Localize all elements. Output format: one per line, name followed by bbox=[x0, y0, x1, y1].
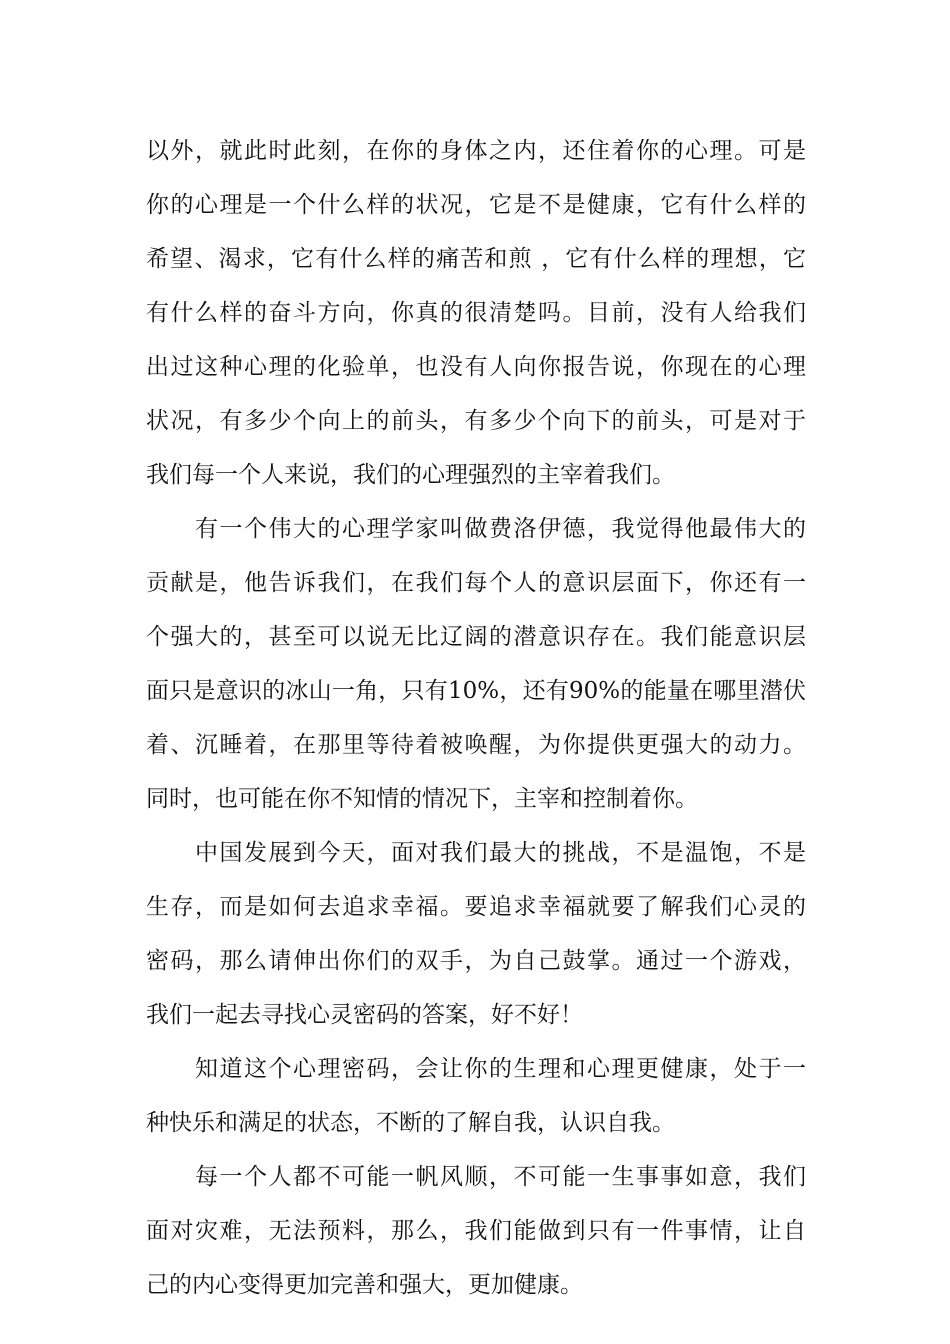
paragraph-5 bbox=[146, 1150, 806, 1312]
paragraph-2 bbox=[146, 502, 806, 826]
text-line: 每一个人都不可能一帆风顺，不可能一生事事如意，我们 bbox=[146, 1164, 806, 1190]
text-line: 有一个伟大的心理学家叫做费洛伊德，我觉得他最伟大的 bbox=[146, 516, 806, 542]
paragraph-1 bbox=[146, 124, 806, 502]
text-line: 面只是意识的冰山一角，只有10%，还有90%的能量在哪里潜伏 bbox=[146, 678, 806, 704]
paragraph-3 bbox=[146, 826, 806, 1042]
text-line: 生存，而是如何去追求幸福。要追求幸福就要了解我们心灵的 bbox=[146, 894, 806, 920]
text-line: 你的心理是一个什么样的状况，它是不是健康，它有什么样的 bbox=[146, 192, 806, 218]
text-line: 知道这个心理密码，会让你的生理和心理更健康，处于一 bbox=[146, 1056, 806, 1082]
text-line: 以外，就此时此刻，在你的身体之内，还住着你的心理。可是 bbox=[146, 138, 806, 164]
text-line: 希望、渴求，它有什么样的痛苦和煎 ，它有什么样的理想，它 bbox=[146, 246, 806, 272]
text-line: 同时，也可能在你不知情的情况下，主宰和控制着你。 bbox=[146, 786, 698, 812]
text-line: 状况，有多少个向上的前头，有多少个向下的前头，可是对于 bbox=[146, 408, 806, 434]
body-text bbox=[146, 124, 806, 1312]
text-line: 个强大的，甚至可以说无比辽阔的潜意识存在。我们能意识层 bbox=[146, 624, 806, 650]
text-line: 着、沉睡着，在那里等待着被唤醒，为你提供更强大的动力。 bbox=[146, 732, 806, 758]
text-line: 我们每一个人来说，我们的心理强烈的主宰着我们。 bbox=[146, 462, 675, 488]
text-line: 密码，那么请伸出你们的双手，为自己鼓掌。通过一个游戏， bbox=[146, 948, 806, 974]
text-line: 面对灾难，无法预料，那么，我们能做到只有一件事情，让自 bbox=[146, 1218, 806, 1244]
text-line: 己的内心变得更加完善和强大，更加健康。 bbox=[146, 1272, 583, 1298]
text-line: 种快乐和满足的状态，不断的了解自我，认识自我。 bbox=[146, 1110, 675, 1136]
paragraph-4 bbox=[146, 1042, 806, 1150]
text-line: 我们一起去寻找心灵密码的答案，好不好！ bbox=[146, 1002, 583, 1028]
text-line: 出过这种心理的化验单，也没有人向你报告说，你现在的心理 bbox=[146, 354, 806, 380]
text-line: 中国发展到今天，面对我们最大的挑战，不是温饱，不是 bbox=[146, 840, 806, 866]
text-line: 贡献是，他告诉我们，在我们每个人的意识层面下，你还有一 bbox=[146, 570, 806, 596]
text-line: 有什么样的奋斗方向，你真的很清楚吗。目前，没有人给我们 bbox=[146, 300, 806, 326]
